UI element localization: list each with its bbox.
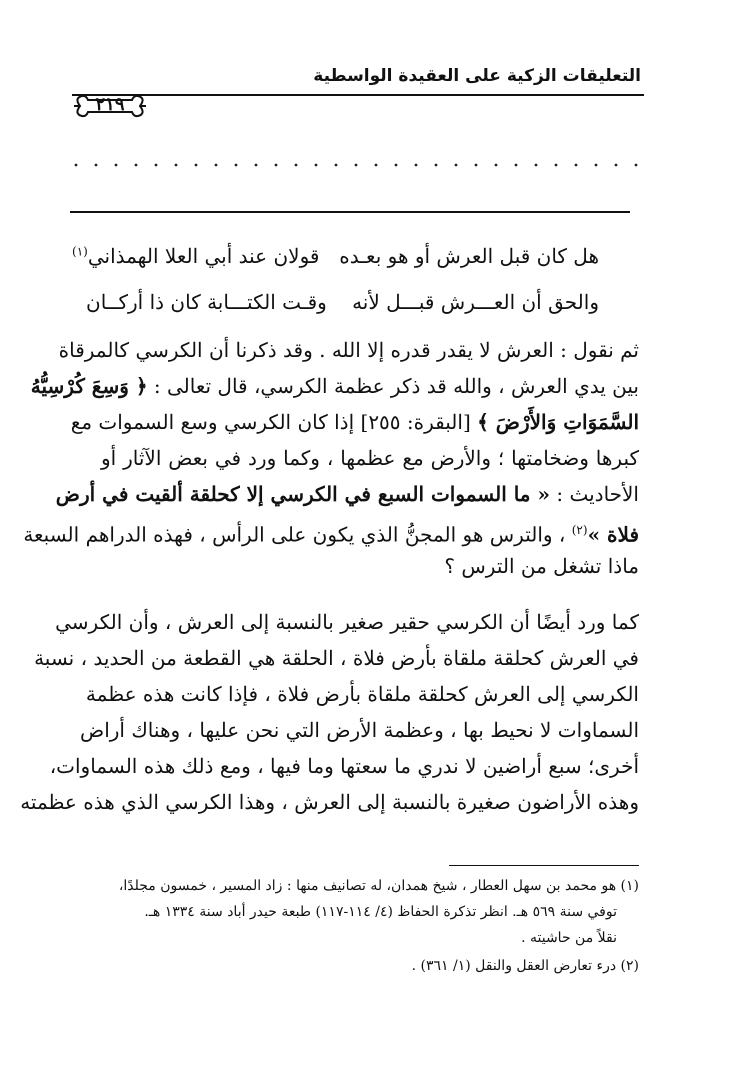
paragraph-line: السماوات لا نحيط بها ، وعظمة الأرض التي نحن عليها ، وهناك أراض	[80, 718, 639, 742]
paragraph-line	[55, 476, 639, 512]
footnote-rule	[449, 865, 639, 866]
paragraph-line: كبرها وضخامتها ؛ والأرض مع عظمها ، وكما ورد في بعض الآثار أو	[101, 446, 639, 470]
verse-1-first-hemistich: هل كان قبل العرش أو هو بعـده	[339, 244, 599, 268]
paragraph-line	[70, 404, 639, 440]
footnote-ref-1: (١)	[72, 244, 88, 259]
footnote-1-line-3: نقلاً من حاشيته .	[521, 930, 617, 946]
paragraph-line	[30, 368, 639, 404]
paragraph-line: وهذه الأراضون صغيرة بالنسبة إلى العرش ، وهذا الكرسي الذي هذه عظمته	[20, 790, 639, 814]
verse-2-second-hemistich: وقـت الكتـــابة كان ذا أركــان	[86, 290, 327, 314]
paragraph-line	[23, 512, 639, 553]
quran-quote-start: ﴿ وَسِعَ كُرْسِيُّهُ	[30, 374, 148, 398]
paragraph-line: ثم نقول : العرش لا يقدر قدره إلا الله . وقد ذكرنا أن الكرسي كالمرقاة	[58, 338, 639, 362]
footnote-2: (٢) درء تعارض العقل والنقل (١/ ٣٦١) .	[411, 958, 639, 974]
paragraph-line: كما ورد أيضًا أن الكرسي حقير صغير بالنسبة إلى العرش ، وأن الكرسي	[55, 610, 639, 634]
footnote-ref-2: (٢)	[571, 523, 588, 537]
footnote-1-line-1: (١) هو محمد بن سهل العطار ، شيخ همدان، له تصانيف منها : زاد المسير ، خمسون مجلدًا،	[118, 878, 639, 894]
quran-quote-end: السَّمَوَاتِ وَالأَرْضَ ﴾	[477, 410, 639, 434]
page-number: ٢١٩	[95, 94, 125, 115]
running-header-title: التعليقات الزكية على العقيدة الواسطية	[313, 66, 641, 86]
line-text: ، والترس هو المجنُّ الذي يكون على الرأس ، فهذه الدراهم السبعة	[23, 522, 566, 547]
footnote-1-line-2: توفي سنة ٥٦٩ هـ. انظر تذكرة الحفاظ (٤/ ١١٤-١١٧) طبعة حيدر أباد سنة ١٣٣٤ هـ.	[144, 904, 617, 920]
verse-1-text: قولان عند أبي العلا الهمذاني	[87, 244, 320, 268]
hadith-quote-end: فلاة »	[587, 522, 639, 547]
line-text: بين يدي العرش ، والله قد ذكر عظمة الكرسي، قال تعالى :	[153, 374, 639, 398]
paragraph-line: ماذا تشغل من الترس ؟	[444, 554, 639, 578]
verse-2-first-hemistich: والحق أن العـــرش قبـــل لأنه	[352, 290, 599, 314]
header-rule	[72, 94, 644, 96]
verse-1-second-hemistich	[72, 244, 319, 268]
line-text: [البقرة: ٢٥٥] إذا كان الكرسي وسع السموات مع	[70, 410, 471, 434]
page-number-badge	[70, 92, 150, 120]
line-text: الأحاديث :	[556, 482, 639, 506]
section-rule	[70, 211, 630, 213]
paragraph-line: في العرش كحلقة ملقاة بأرض فلاة ، الحلقة هي القطعة من الحديد ، نسبة	[34, 646, 639, 670]
hadith-quote: « ما السموات السبع في الكرسي إلا كحلقة ألقيت في أرض	[55, 482, 550, 506]
paragraph-line: الكرسي إلى العرش كحلقة ملقاة بأرض فلاة ، فإذا كانت هذه عظمة	[85, 682, 639, 706]
paragraph-line: أخرى؛ سبع أراضين لا ندري ما سعتها وما فيها ، ومع ذلك هذه السماوات،	[49, 754, 639, 778]
dotted-separator	[70, 160, 642, 170]
